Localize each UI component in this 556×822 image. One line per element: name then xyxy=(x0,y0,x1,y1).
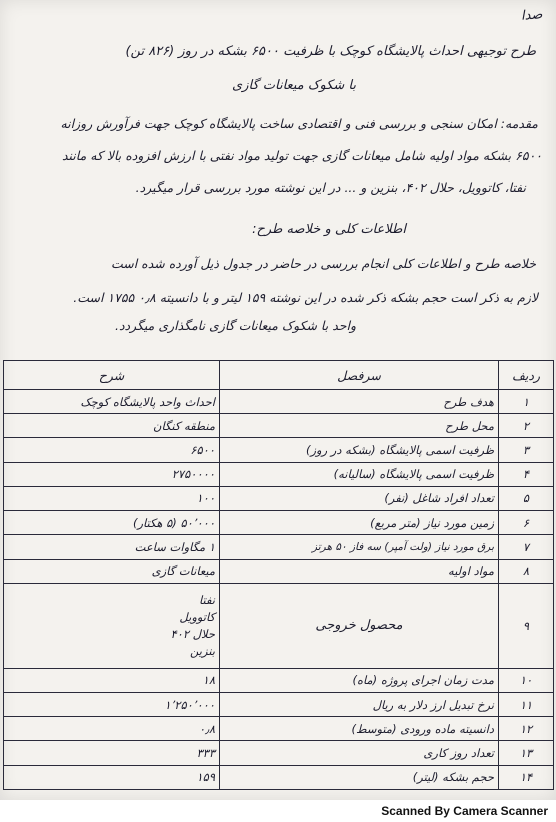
row-description: منطقه کنگان xyxy=(4,414,220,438)
table-header-row xyxy=(4,361,554,390)
scanner-footer xyxy=(0,800,556,822)
table-row xyxy=(4,462,554,486)
title-line-1: طرح توجیهی احداث پالایشگاه کوچک با ظرفیت ۶۵۰۰ بشکه در روز (۸۲۶ تن) xyxy=(125,44,536,59)
header-row-number: ردیف xyxy=(499,361,554,390)
row-item: محصول خروجی xyxy=(220,583,499,668)
row-number: ۱۰ xyxy=(499,668,554,692)
product-item: حلال ۴۰۲ xyxy=(170,626,215,641)
row-item: برق مورد نیاز (ولت آمپر) سه فاز ۵۰ هرتز xyxy=(220,535,499,559)
summary-line-2: لازم به ذکر است حجم بشکه ذکر شده در این نوشته ۱۵۹ لیتر و با دانسیته ۰٫۸ ۱۷۵۵ است. xyxy=(73,290,538,305)
intro-line-3: نفتا، کاتوویل، حلال ۴۰۲، بنزین و ... در این نوشته مورد بررسی قرار میگیرد. xyxy=(135,180,526,195)
row-item: زمین مورد نیاز (متر مربع) xyxy=(220,511,499,535)
row-description: ۱ مگاوات ساعت xyxy=(4,535,220,559)
table-row xyxy=(4,741,554,765)
row-description: ۰٫۸ xyxy=(4,717,220,741)
header-description: شرح xyxy=(4,361,220,390)
row-number: ۳ xyxy=(499,438,554,462)
row-description: ۵۰٬۰۰۰ (۵ هکتار) xyxy=(4,511,220,535)
row-description: ۶۵۰۰ xyxy=(4,438,220,462)
page-number: صدا xyxy=(520,7,543,24)
row-item: محل طرح xyxy=(220,414,499,438)
table-row xyxy=(4,583,554,668)
row-number: ۱۳ xyxy=(499,741,554,765)
header-item: سرفصل xyxy=(220,361,499,390)
row-number: ۴ xyxy=(499,462,554,486)
summary-line-3: واحد با شکوک میعانات گازی نامگذاری میگردد. xyxy=(114,318,356,333)
row-item: تعداد روز کاری xyxy=(220,741,499,765)
summary-line-1: خلاصه طرح و اطلاعات کلی انجام بررسی در حاضر در جدول ذیل آورده شده است xyxy=(110,256,536,271)
row-item: ظرفیت اسمی پالایشگاه (بشکه در روز) xyxy=(220,438,499,462)
table-row xyxy=(4,390,554,414)
product-item: بنزین xyxy=(190,643,215,658)
row-number: ۱۲ xyxy=(499,717,554,741)
row-number: ۵ xyxy=(499,486,554,510)
table-row xyxy=(4,511,554,535)
row-number: ۱۴ xyxy=(499,765,554,789)
row-number: ۷ xyxy=(499,535,554,559)
row-number: ۶ xyxy=(499,511,554,535)
row-item: مواد اولیه xyxy=(220,559,499,583)
table-row xyxy=(4,559,554,583)
table-row xyxy=(4,668,554,692)
row-item: دانسیته ماده ورودی (متوسط) xyxy=(220,717,499,741)
row-item: هدف طرح xyxy=(220,390,499,414)
scanner-watermark: Scanned By Camera Scanner xyxy=(381,804,548,818)
product-item: نفتا xyxy=(199,592,215,607)
summary-table xyxy=(3,360,554,790)
row-description: میعانات گازی xyxy=(4,559,220,583)
row-number: ۸ xyxy=(499,559,554,583)
row-description: احداث واحد پالایشگاه کوچک xyxy=(4,390,220,414)
row-description: ۱٬۲۵۰٬۰۰۰ xyxy=(4,692,220,716)
intro-line-2: ۶۵۰۰ بشکه مواد اولیه شامل میعانات گازی جهت تولید مواد نفتی با ارزش افزوده بالا که مانند xyxy=(61,148,542,163)
row-description: ۱۵۹ xyxy=(4,765,220,789)
row-item: نرخ تبدیل ارز دلار به ریال xyxy=(220,692,499,716)
title-line-2: با شکوک میعانات گازی xyxy=(232,78,356,93)
row-item: ظرفیت اسمی پالایشگاه (سالیانه) xyxy=(220,462,499,486)
row-number: ۱۱ xyxy=(499,692,554,716)
row-number: ۱ xyxy=(499,390,554,414)
table-row xyxy=(4,765,554,789)
table-row xyxy=(4,717,554,741)
table-row xyxy=(4,486,554,510)
row-description: ۱۸ xyxy=(4,668,220,692)
product-item: کاتوویل xyxy=(179,609,215,624)
intro-line-1: مقدمه: امکان سنجی و بررسی فنی و اقتصادی ساخت پالایشگاه کوچک جهت فرآورش روزانه xyxy=(60,116,538,131)
table-row xyxy=(4,414,554,438)
row-description: ۲۷۵۰۰۰۰ xyxy=(4,462,220,486)
table-row xyxy=(4,535,554,559)
row-number: ۲ xyxy=(499,414,554,438)
row-description: ۱۰۰ xyxy=(4,486,220,510)
row-description-list xyxy=(4,583,220,668)
row-item: مدت زمان اجرای پروژه (ماه) xyxy=(220,668,499,692)
table-row xyxy=(4,692,554,716)
summary-heading: اطلاعات کلی و خلاصه طرح: xyxy=(252,222,406,237)
row-item: حجم بشکه (لیتر) xyxy=(220,765,499,789)
row-description: ۳۳۳ xyxy=(4,741,220,765)
table-row xyxy=(4,438,554,462)
row-item: تعداد افراد شاغل (نفر) xyxy=(220,486,499,510)
row-number: ۹ xyxy=(499,583,554,668)
